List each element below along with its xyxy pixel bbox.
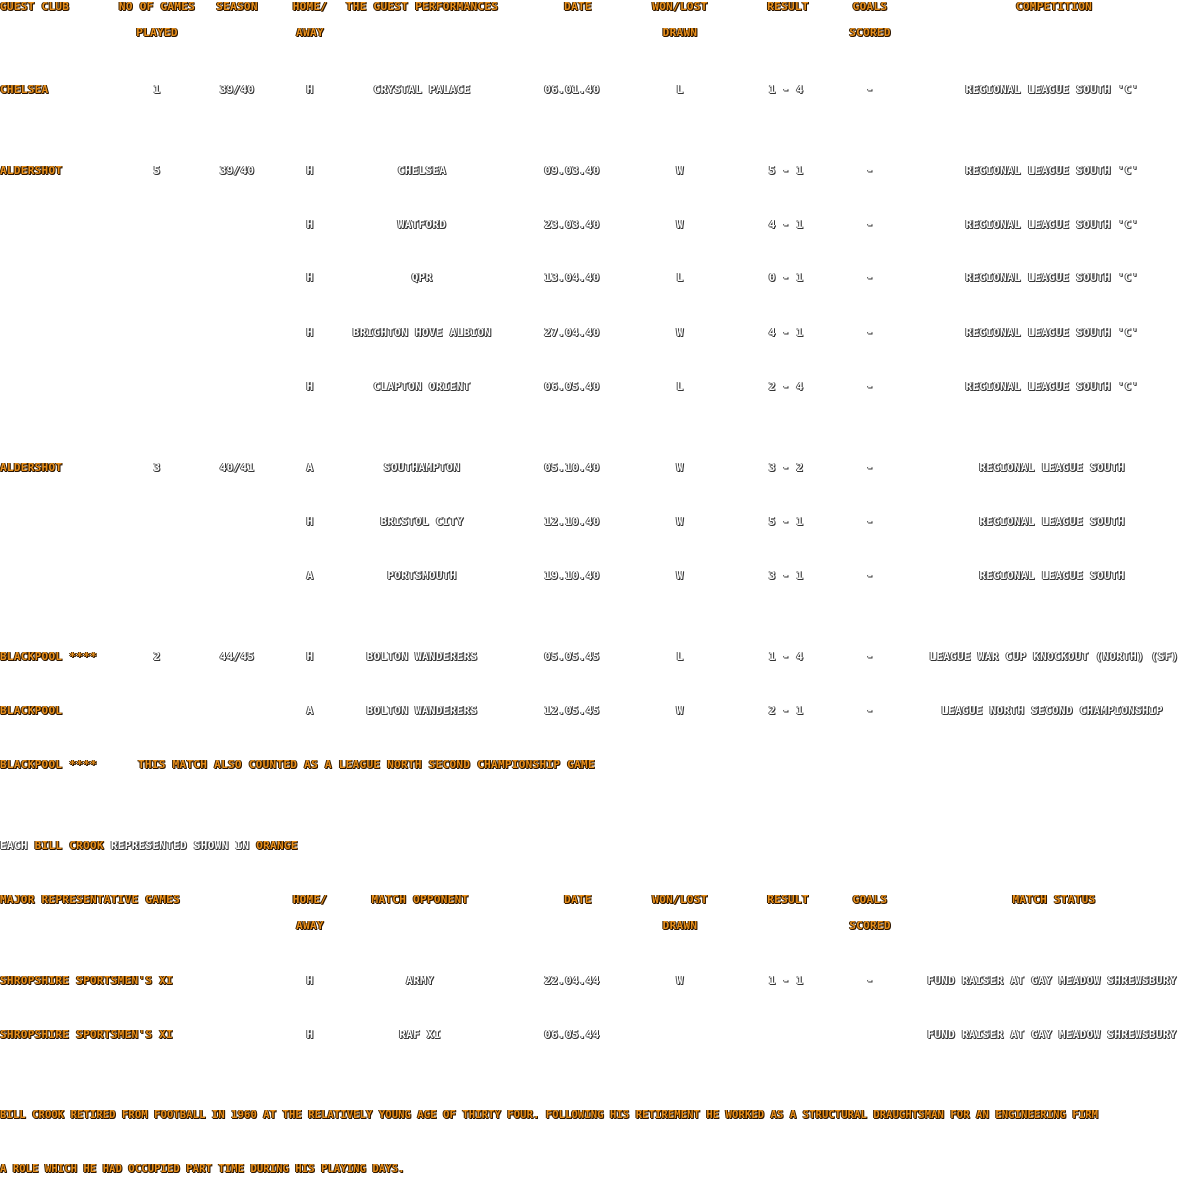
date-cell: 06.05.44: [544, 1028, 600, 1041]
header-match-status: MATCH STATUS: [1012, 893, 1096, 906]
home-away-cell: H: [306, 218, 314, 231]
opponent-cell: BRISTOL CITY: [380, 515, 464, 528]
opponent-cell: ARMY: [406, 974, 434, 987]
date-cell: 22.04.44: [544, 974, 600, 987]
opponent-cell: PORTSMOUTH: [387, 569, 457, 582]
result-cell: 1 - 1: [768, 974, 804, 987]
won-lost-cell: L: [676, 380, 684, 393]
date-cell: 27.04.40: [544, 326, 600, 339]
opponent-cell: SOUTHAMPTON: [383, 461, 461, 474]
goals-cell: -: [866, 515, 874, 528]
competition-cell: LEAGUE WAR CUP KNOCKOUT (NORTH) (SF): [929, 650, 1179, 663]
opponent-cell: QPR: [411, 271, 433, 284]
opponent-cell: RAF XI: [399, 1028, 441, 1041]
won-lost-cell: W: [676, 569, 684, 582]
home-away-cell: H: [306, 164, 314, 177]
won-lost-cell: W: [676, 974, 684, 987]
opponent-cell: BRIGHTON HOVE ALBION: [352, 326, 492, 339]
home-away-cell: H: [306, 650, 314, 663]
competition-cell: REGIONAL LEAGUE SOUTH: [979, 461, 1125, 474]
competition-cell: LEAGUE NORTH SECOND CHAMPIONSHIP: [941, 704, 1163, 717]
header-result: RESULT: [767, 893, 809, 906]
date-cell: 09.03.40: [544, 164, 600, 177]
goals-cell: -: [866, 83, 874, 96]
goals-cell: -: [866, 380, 874, 393]
home-away-cell: H: [306, 974, 314, 987]
result-cell: 1 - 4: [768, 650, 804, 663]
footnote-text: THIS MATCH ALSO COUNTED AS A LEAGUE NORTH SECOND CHAMPIONSHIP GAME: [138, 758, 595, 771]
won-lost-cell: W: [676, 218, 684, 231]
goals-cell: -: [866, 974, 874, 987]
date-cell: 19.10.40: [544, 569, 600, 582]
goals-cell: -: [866, 271, 874, 284]
header-home-away: HOME/ AWAY: [292, 893, 328, 932]
won-lost-cell: W: [676, 704, 684, 717]
games-cell: 1: [153, 83, 161, 96]
header-competition: COMPETITION: [1015, 0, 1093, 13]
competition-cell: REGIONAL LEAGUE SOUTH 'C': [965, 380, 1139, 393]
competition-cell: REGIONAL LEAGUE SOUTH 'C': [965, 83, 1139, 96]
result-cell: 3 - 2: [768, 461, 804, 474]
season-cell: 40/41: [219, 461, 255, 474]
date-cell: 23.03.40: [544, 218, 600, 231]
header-goals-scored: GOALS SCORED: [849, 0, 891, 39]
competition-cell: REGIONAL LEAGUE SOUTH 'C': [965, 271, 1139, 284]
won-lost-cell: L: [676, 650, 684, 663]
home-away-cell: A: [306, 461, 314, 474]
caption: EACH BILL CROOK REPRESENTED SHOWN IN ORANGE: [0, 839, 298, 852]
goals-cell: -: [866, 569, 874, 582]
season-cell: 39/40: [219, 164, 255, 177]
retirement-note-continued: A ROLE WHICH HE HAD OCCUPIED PART TIME DURING HIS PLAYING DAYS.: [0, 1163, 405, 1175]
date-cell: 13.04.40: [544, 271, 600, 284]
header-games: NO OF GAMES PLAYED: [118, 0, 196, 39]
opponent-cell: CLAPTON ORIENT: [373, 380, 471, 393]
date-cell: 05.10.40: [544, 461, 600, 474]
result-cell: 5 - 1: [768, 164, 804, 177]
status-cell: FUND RAISER AT GAY MEADOW SHREWSBURY: [927, 1028, 1177, 1041]
header-result: RESULT: [767, 0, 809, 13]
goals-cell: -: [866, 164, 874, 177]
goals-cell: -: [866, 218, 874, 231]
opponent-cell: CRYSTAL PALACE: [373, 83, 471, 96]
footnote-label: BLACKPOOL ****: [0, 758, 97, 771]
competition-cell: REGIONAL LEAGUE SOUTH: [979, 569, 1125, 582]
result-cell: 4 - 1: [768, 218, 804, 231]
competition-cell: REGIONAL LEAGUE SOUTH 'C': [965, 164, 1139, 177]
home-away-cell: H: [306, 515, 314, 528]
date-cell: 06.05.40: [544, 380, 600, 393]
caption-name: BILL CROOK: [34, 839, 104, 852]
won-lost-cell: W: [676, 461, 684, 474]
home-away-cell: A: [306, 704, 314, 717]
opponent-cell: CHELSEA: [397, 164, 447, 177]
won-lost-cell: W: [676, 515, 684, 528]
games-cell: 5: [153, 164, 161, 177]
season-cell: 44/45: [219, 650, 255, 663]
result-cell: 4 - 1: [768, 326, 804, 339]
opponent-cell: BOLTON WANDERERS: [366, 704, 478, 717]
result-cell: 3 - 1: [768, 569, 804, 582]
retirement-note: BILL CROOK RETIRED FROM FOOTBALL IN 1960 AT THE RELATIVELY YOUNG AGE OF THIRTY FOUR. FOLLOWING HIS RETIREMENT HE WORKED AS A STRUCTURAL DRAUGHTSMAN FOR AN ENGINEERING FIRM: [0, 1109, 1099, 1121]
header-won-lost-drawn: WON/LOST DRAWN: [652, 893, 708, 932]
competition-cell: REGIONAL LEAGUE SOUTH: [979, 515, 1125, 528]
home-away-cell: H: [306, 271, 314, 284]
season-cell: 39/40: [219, 83, 255, 96]
header-major-games: MAJOR REPRESENTATIVE GAMES: [0, 893, 180, 906]
home-away-cell: H: [306, 380, 314, 393]
guest-club-cell: CHELSEA: [0, 83, 49, 96]
caption-color-word: ORANGE: [256, 839, 298, 852]
header-guest-club: GUEST CLUB: [0, 0, 70, 13]
date-cell: 12.10.40: [544, 515, 600, 528]
header-match-opponent: MATCH OPPONENT: [371, 893, 469, 906]
goals-cell: -: [866, 326, 874, 339]
won-lost-cell: W: [676, 164, 684, 177]
goals-cell: -: [866, 650, 874, 663]
header-date: DATE: [564, 893, 592, 906]
date-cell: 05.05.45: [544, 650, 600, 663]
result-cell: 1 - 4: [768, 83, 804, 96]
header-won-lost-drawn: WON/LOST DRAWN: [652, 0, 708, 39]
goals-cell: -: [866, 461, 874, 474]
competition-cell: REGIONAL LEAGUE SOUTH 'C': [965, 218, 1139, 231]
result-cell: 2 - 4: [768, 380, 804, 393]
won-lost-cell: L: [676, 271, 684, 284]
result-cell: 5 - 1: [768, 515, 804, 528]
guest-club-cell: BLACKPOOL: [0, 704, 63, 717]
team-cell: SHROPSHIRE SPORTSMEN'S XI: [0, 1028, 174, 1041]
result-cell: 0 - 1: [768, 271, 804, 284]
won-lost-cell: W: [676, 326, 684, 339]
games-cell: 2: [153, 650, 161, 663]
home-away-cell: H: [306, 83, 314, 96]
date-cell: 06.01.40: [544, 83, 600, 96]
opponent-cell: BOLTON WANDERERS: [366, 650, 478, 663]
header-date: DATE: [564, 0, 592, 13]
goals-cell: -: [866, 704, 874, 717]
status-cell: FUND RAISER AT GAY MEADOW SHREWSBURY: [927, 974, 1177, 987]
header-home-away: HOME/ AWAY: [292, 0, 328, 39]
opponent-cell: WATFORD: [397, 218, 447, 231]
home-away-cell: H: [306, 326, 314, 339]
team-cell: SHROPSHIRE SPORTSMEN'S XI: [0, 974, 174, 987]
won-lost-cell: L: [676, 83, 684, 96]
guest-club-cell: BLACKPOOL ****: [0, 650, 97, 663]
header-season: SEASON: [216, 0, 258, 13]
header-goals-scored: GOALS SCORED: [849, 893, 891, 932]
guest-club-cell: ALDERSHOT: [0, 461, 63, 474]
home-away-cell: H: [306, 1028, 314, 1041]
guest-club-cell: ALDERSHOT: [0, 164, 63, 177]
games-cell: 3: [153, 461, 161, 474]
header-guest-performances: THE GUEST PERFORMANCES: [345, 0, 499, 13]
competition-cell: REGIONAL LEAGUE SOUTH 'C': [965, 326, 1139, 339]
result-cell: 2 - 1: [768, 704, 804, 717]
home-away-cell: A: [306, 569, 314, 582]
date-cell: 12.05.45: [544, 704, 600, 717]
